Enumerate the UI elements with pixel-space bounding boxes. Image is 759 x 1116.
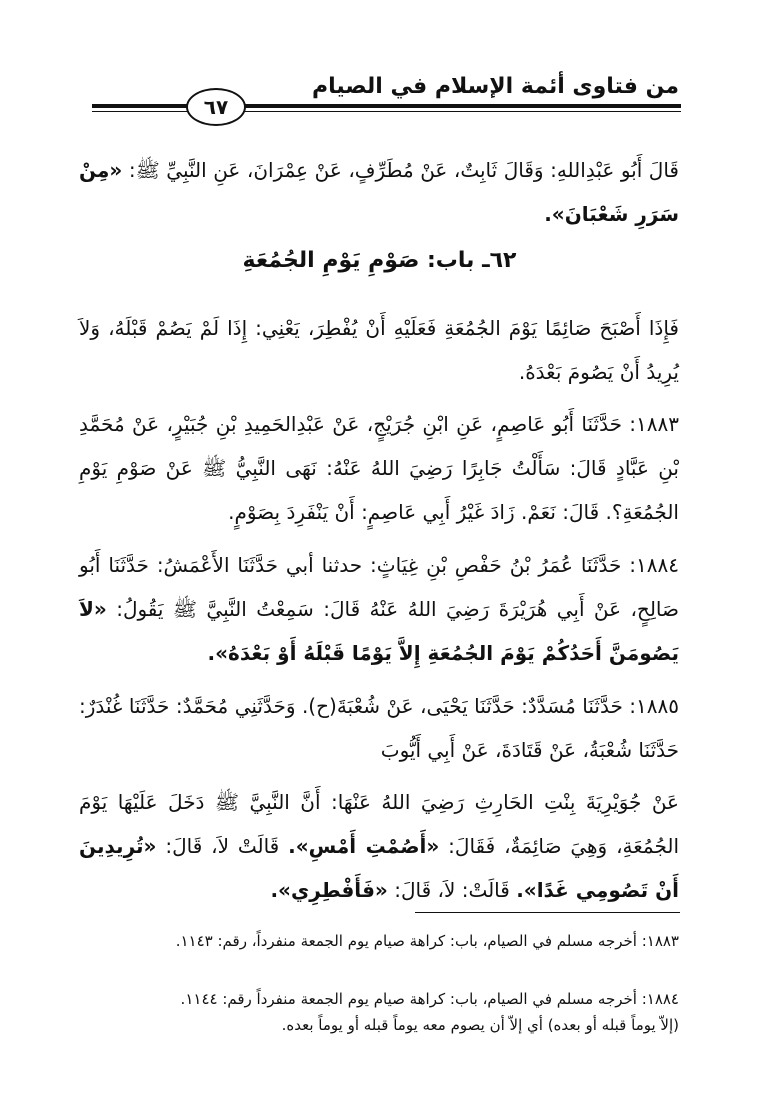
chapter-note: فَإِذَا أَصْبَحَ صَائِمًا يَوْمَ الجُمُعَةِ فَعَلَيْهِ أَنْ يُفْطِرَ، يَعْنِي: إِذَا لَمْ يَصُمْ قَبْلَهُ، وَلاَ يُرِيدُ أَنْ يَصُومَ بَعْدَهُ.	[79, 316, 679, 384]
footnote-1883: ١٨٨٣: أخرجه مسلم في الصيام، باب: كراهة صيام يوم الجمعة منفرداً، رقم: ١١٤٣.	[175, 932, 679, 950]
hadith-1884	[79, 543, 679, 675]
juwayriya-paragraph	[79, 780, 679, 912]
juwayriya-quote1: «أَصُمْتِ أَمْسِ».	[288, 834, 440, 858]
hadith-1884-text: ١٨٨٤: حَدَّثَنَا عُمَرُ بْنُ حَفْصِ بْنِ غِيَاثٍ: حدثنا أبي حَدَّثَنَا الأَعْمَشُ: حَدَّثَنَا أَبُو صَالِحٍ، عَنْ أَبِي هُرَيْرَةَ رَضِيَ اللهُ عَنْهُ قَالَ: سَمِعْتُ النَّبِيَّ ﷺ يَقُولُ:	[79, 553, 679, 621]
juwayriya-part1: عَنْ جُوَيْرِيَةَ بِنْتِ الحَارِثِ رَضِيَ اللهُ عَنْهَا: أَنَّ النَّبِيَّ ﷺ دَخَلَ عَلَيْهَا يَوْمَ الجُمُعَةِ، وَهِيَ صَائِمَةٌ، فَقَالَ:	[79, 790, 680, 858]
intro-paragraph	[79, 148, 679, 236]
header-rule-thick	[92, 104, 681, 108]
footnote-1884: ١٨٨٤: أخرجه مسلم في الصيام، باب: كراهة صيام يوم الجمعة منفرداً رقم: ١١٤٤.	[180, 990, 679, 1008]
juwayriya-part2: قَالَتْ لاَ، قَالَ:	[165, 834, 280, 858]
juwayriya-quote2: «تُرِيدِينَ أَنْ تَصُومِي غَدًا».	[79, 834, 679, 902]
chapter-title: ٦٢ـ باب: صَوْمِ يَوْمِ الجُمُعَةِ	[242, 248, 517, 273]
hadith-1884-quote: «لاَ يَصُومَنَّ أَحَدُكُمْ يَوْمَ الجُمُعَةِ إِلاَّ يَوْمًا قَبْلَهُ أَوْ بَعْدَهُ».	[79, 597, 679, 665]
footnote-explanation: (إلاّ يوماً قبله أو بعده) أي إلاّ أن يصوم معه يوماً قبله أو يوماً بعده.	[281, 1016, 679, 1034]
juwayriya-quote3: «فَأَفْطِرِي».	[270, 878, 388, 902]
intro-quote: «مِنْ سَرَرِ شَعْبَانَ».	[79, 158, 679, 226]
header-rule-thin	[92, 111, 681, 112]
running-header-title: من فتاوى أئمة الإسلام في الصيام	[312, 74, 679, 99]
hadith-1883: ١٨٨٣: حَدَّثَنَا أَبُو عَاصِمٍ، عَنِ ابْنِ جُرَيْجٍ، عَنْ عَبْدِالحَمِيدِ بْنِ جُبَيْرٍ، عَنْ مُحَمَّدِ بْنِ عَبَّادٍ قَالَ: سَأَلْتُ جَابِرًا رَضِيَ اللهُ عَنْهُ: نَهَى النَّبِيُّ ﷺ عَنْ صَوْمِ يَوْمِ الجُمُعَةِ؟. قَالَ: نَعَمْ. زَادَ غَيْرُ أَبِي عَاصِمٍ: أَنْ يَنْفَرِدَ بِصَوْمٍ.	[79, 412, 679, 524]
juwayriya-part3: قَالَتْ: لاَ، قَالَ:	[394, 878, 510, 902]
hadith-1885: ١٨٨٥: حَدَّثَنَا مُسَدَّدٌ: حَدَّثَنَا يَحْيَى، عَنْ شُعْبَةَ(ح). وَحَدَّثَنِي مُحَمَّدٌ: حَدَّثَنَا غُنْدَرٌ: حَدَّثَنَا شُعْبَةُ، عَنْ قَتَادَةَ، عَنْ أَبِي أَيُّوبَ	[79, 694, 679, 762]
intro-text: قَالَ أَبُو عَبْدِاللهِ: وَقَالَ ثَابِتٌ، عَنْ مُطَرِّفٍ، عَنْ عِمْرَانَ، عَنِ النَّبِيِّ ﷺ:	[128, 158, 679, 182]
page-number: ٦٧	[186, 88, 246, 126]
footnote-separator	[415, 912, 680, 913]
